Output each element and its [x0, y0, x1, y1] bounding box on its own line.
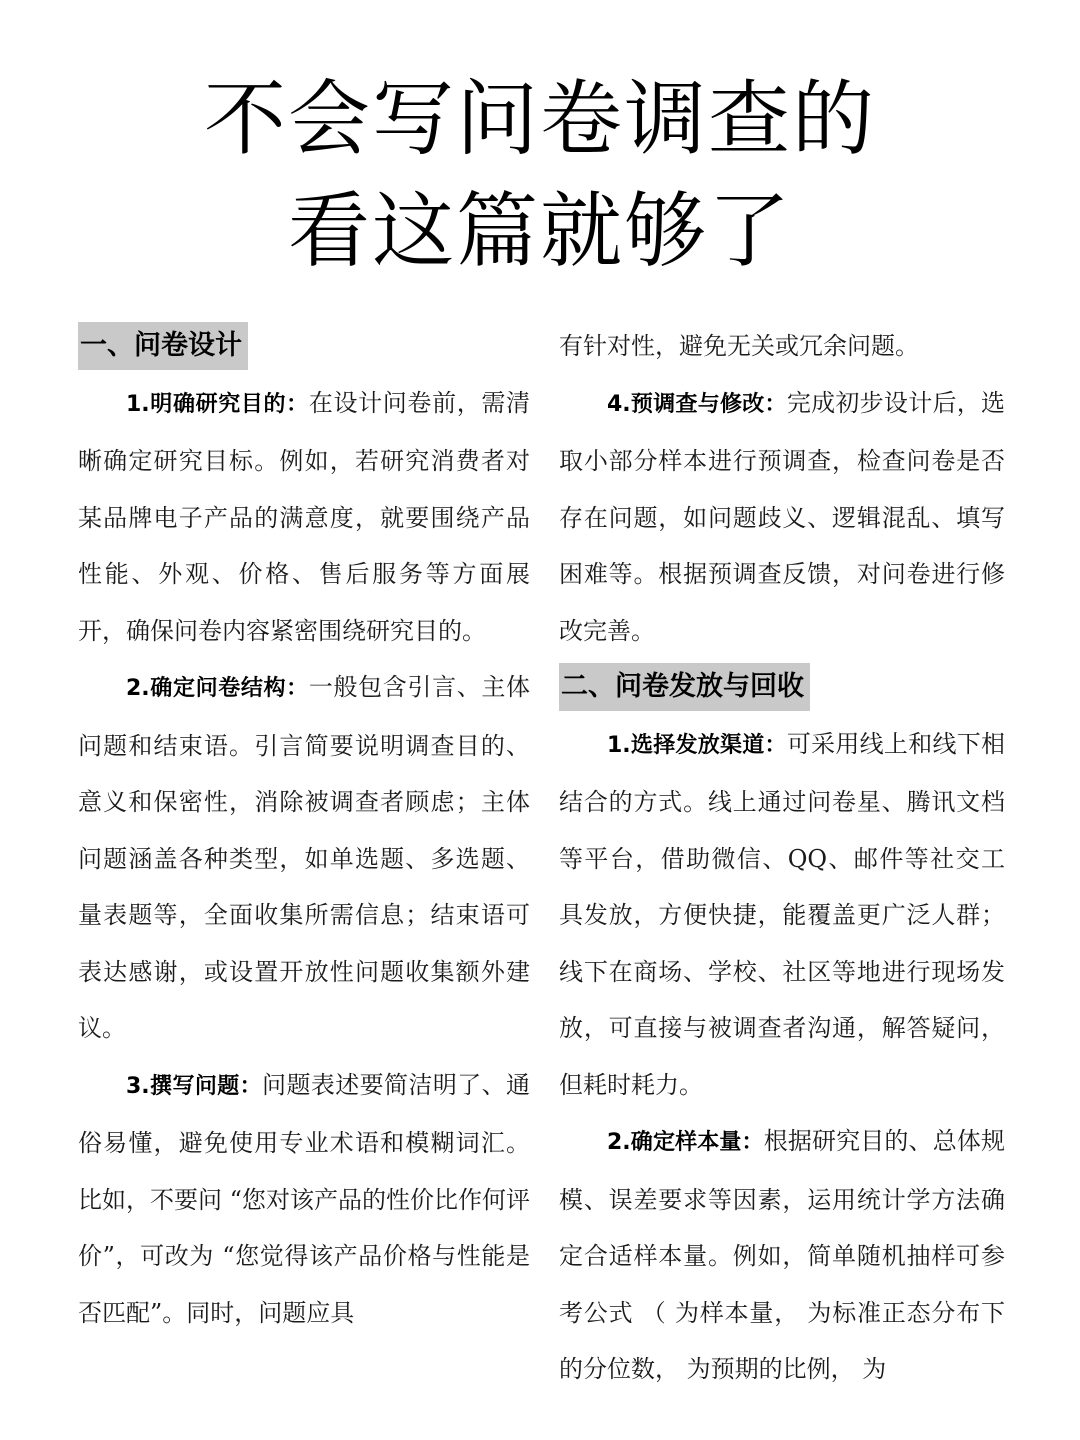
distribution-item-2-body: 根据研究目的、总体规模、误差要求等因素，运用统计学方法确定合适样本量。例如，简单随机抽样可参考公式 （ 为样本量， 为标准正态分布下的分位数， 为预期的比例， 为: [559, 1127, 1005, 1383]
design-item-4-lead: 4.预调查与修改：: [607, 391, 787, 417]
distribution-item-2: [559, 1113, 1005, 1398]
distribution-item-1-lead: 1.选择发放渠道：: [607, 732, 787, 758]
section-heading-distribution: 二、问卷发放与回收: [559, 663, 810, 711]
design-item-3: [78, 1057, 530, 1342]
distribution-item-1: [559, 716, 1005, 1114]
design-item-3-continuation: 有针对性，避免无关或冗余问题。: [559, 332, 919, 360]
distribution-item-2-lead: 2.确定样本量：: [607, 1130, 764, 1155]
design-item-2: [78, 659, 530, 1057]
right-column: [559, 318, 1005, 1398]
section-heading-design: 一、问卷设计: [78, 322, 248, 370]
design-item-3-lead: 3.撰写问题：: [126, 1073, 263, 1099]
design-item-4-body: 完成初步设计后，选取小部分样本进行预调查，检查问卷是否存在问题，如问题歧义、逻辑混乱、填写困难等。根据预调查反馈，对问卷进行修改完善。: [559, 388, 1006, 645]
design-item-1-lead: 1.明确研究目的：: [126, 391, 309, 417]
design-item-1-body: 在设计问卷前，需清晰确定研究目标。例如，若研究消费者对某品牌电子产品的满意度，就要围绕产品性能、外观、价格、售后服务等方面展开，确保问卷内容紧密围绕研究目的。: [78, 388, 531, 645]
left-column: [78, 318, 530, 1341]
design-item-3-body: 问题表述要简洁明了、通俗易懂，避免使用专业术语和模糊词汇。比如，不要问 “您对该产品的性价比作何评价”，可改为 “您觉得该产品价格与性能是否匹配”。同时，问题应具: [78, 1070, 531, 1327]
title-line-1: 不会写问卷调查的: [203, 72, 876, 167]
title-line-2: 看这篇就够了: [287, 184, 792, 279]
design-item-2-body: 一般包含引言、主体问题和结束语。引言简要说明调查目的、意义和保密性，消除被调查者顾虑；主体问题涵盖各种类型，如单选题、多选题、量表题等，全面收集所需信息；结束语可表达感谢，或设置开放性问题收集额外建议。: [78, 673, 531, 1042]
design-item-1: [78, 375, 530, 660]
design-item-4: [559, 375, 1005, 660]
distribution-item-1-body: 可采用线上和线下相结合的方式。线上通过问卷星、腾讯文档等平台，借助微信、QQ、邮件等社交工具发放，方便快捷，能覆盖更广泛人群；线下在商场、学校、社区等地进行现场发放，可直接与被调查者沟通，解答疑问，但耗时耗力。: [559, 729, 1006, 1099]
design-item-2-lead: 2.确定问卷结构：: [126, 676, 309, 701]
